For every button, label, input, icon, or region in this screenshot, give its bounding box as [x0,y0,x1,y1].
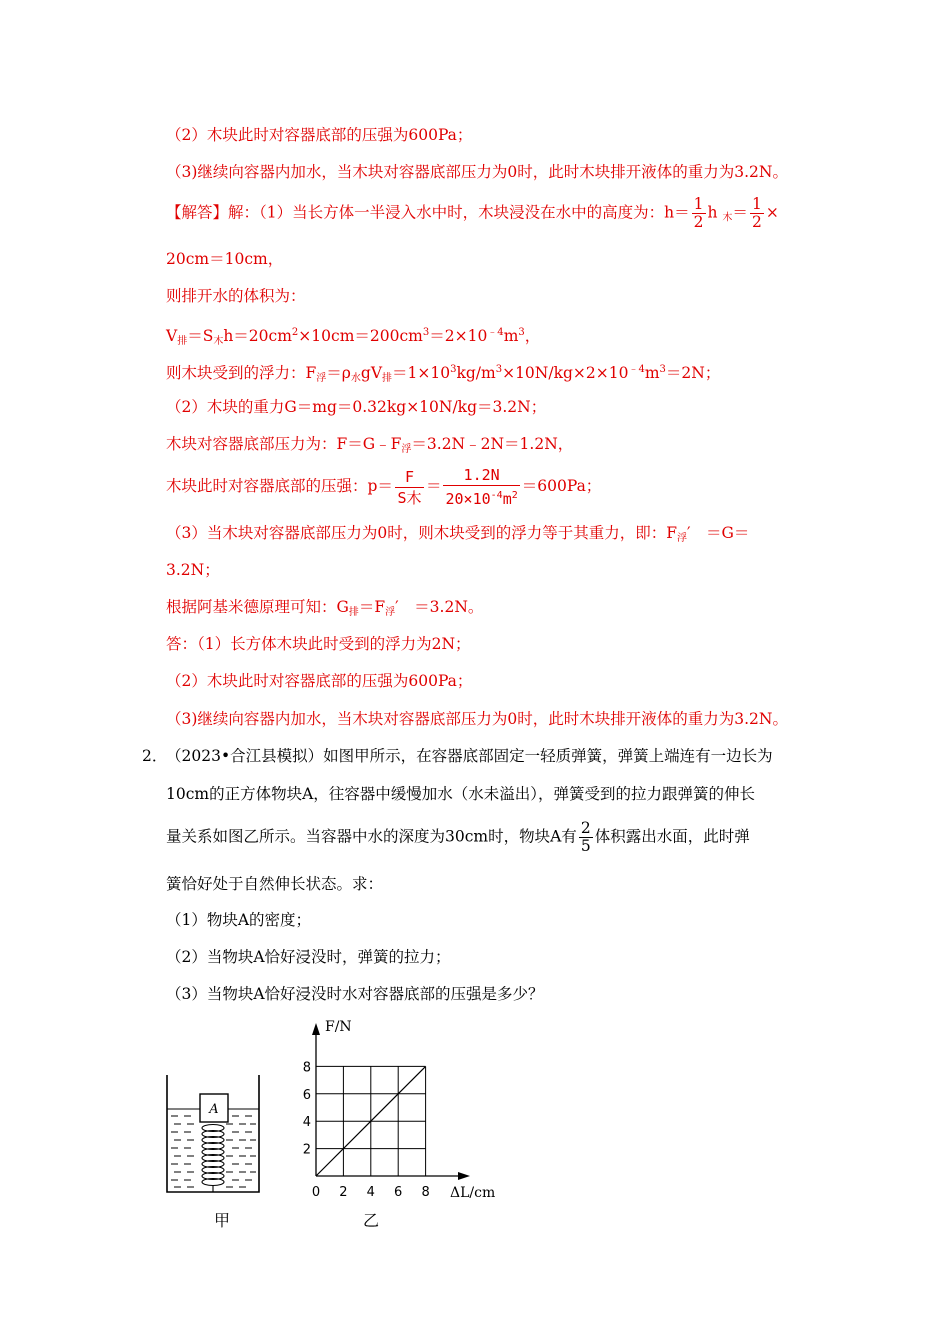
answer-line-5: 则排开水的体积为： [166,287,306,305]
numerator: F [395,467,424,488]
superscript: 3 [450,364,457,375]
superscript: 2 [291,327,299,338]
superscript: 3 [518,327,525,338]
fraction-two-fifths [579,820,593,855]
solution-tag: 【解答】 [166,203,229,222]
text: ＝1×10 [392,364,451,382]
x-tick-label: 0 [311,1185,321,1200]
superscript: 3 [659,364,666,375]
text: ＝2×10 [429,327,488,345]
superscript: ﹣4 [487,327,504,338]
answer-line-1: （2）木块此时对容器底部的压强为600Pa； [166,126,473,144]
answer-line-2: （3)继续向容器内加水，当木块对容器底部压力为0时，此时木块排开液体的重力为3.2N。 [166,163,788,181]
text: m [644,364,660,382]
text: 木块此时对容器底部的压强：p＝ [166,477,393,495]
text: 木块对容器底部压力为：F＝G﹣F [166,435,402,453]
answer-line-8: （2）木块的重力G＝mg＝0.32kg×10N/kg＝3.2N； [166,398,547,416]
question-line-7: （3）当物块A恰好浸没时水对容器底部的压强是多少？ [166,985,544,1003]
figure-jia-container [160,1070,270,1200]
subscript: 排 [382,373,393,384]
fraction-half [750,196,764,231]
text: 20×10 [445,490,491,508]
y-axis-label: F/N [325,1019,352,1035]
text: h [707,203,718,222]
answer-line-12: 3.2N； [166,561,220,579]
text: 体积露出水面，此时弹 [594,827,750,846]
x-tick-label: 2 [339,1185,348,1200]
question-line-4: 簧恰好处于自然伸长状态。求： [166,875,384,893]
text: ′ ＝G＝ [686,524,750,542]
y-tick-label: 6 [302,1087,311,1103]
block-a-label: A [209,1102,219,1117]
subscript: 浮 [676,533,687,544]
text: 根据阿基米德原理可知：G [166,598,349,616]
x-axis-arrow [458,1172,470,1180]
text: ＝S [187,327,214,345]
text: V [166,327,178,345]
denominator: 2 [693,213,704,231]
container-wall [167,1075,259,1192]
subscript: 排 [348,607,359,618]
text: 则木块受到的浮力：F [166,364,317,382]
text: ＝3.2N﹣2N＝1.2N， [411,435,574,453]
answer-line-6 [166,322,540,353]
spring [202,1125,224,1193]
x-axis-label: ΔL/cm [450,1185,496,1201]
text: m [502,490,512,508]
text: ＝F [358,598,386,616]
text: （3）当木块对容器底部压力为0时，则木块受到的浮力等于其重力，即：F [166,524,677,542]
x-tick-label: 8 [421,1185,430,1200]
text: ＝600Pa； [521,477,602,495]
text: ＝2N； [665,364,721,382]
denominator [443,486,519,509]
subscript: 木 [722,212,733,224]
answer-line-10 [166,465,601,509]
fraction-half [692,196,706,231]
figure-yi-chart [290,1015,510,1215]
subscript: 浮 [401,444,412,455]
text: kg/m [456,364,496,382]
numerator: 1 [751,195,762,213]
y-axis-arrow [312,1023,320,1035]
superscript: 3 [422,327,430,338]
figure-jia-caption: 甲 [214,1211,231,1230]
numerator: 2 [580,819,591,837]
text: ×10cm＝200cm [298,327,423,345]
text: m [503,327,519,345]
text: gV [360,364,383,382]
y-tick-label: 2 [302,1142,311,1158]
figure-yi-caption: 乙 [363,1211,380,1230]
answer-line-16: （3)继续向容器内加水，当木块对容器底部压力为0时，此时木块排开液体的重力为3.2N。 [166,710,788,728]
question-line-2: 10cm的正方体物块A，往容器中缓慢加水（水未溢出），弹簧受到的拉力跟弹簧的伸长 [166,785,756,803]
question-line-1: （2023•合江县模拟）如图甲所示，在容器底部固定一轻质弹簧，弹簧上端连有一边长为 [166,747,773,765]
x-tick-label: 6 [394,1185,403,1200]
question-line-3 [166,820,750,855]
answer-line-7 [166,359,720,390]
numerator: 1 [693,195,704,213]
answer-line-9 [166,433,573,461]
answer-line-3 [166,196,779,231]
subscript: 浮 [316,373,327,384]
numerator: 1.2N [443,465,519,486]
y-tick-label: 4 [302,1115,311,1131]
text: ×10N/kg×2×10 [502,364,629,382]
subscript: 浮 [385,607,396,618]
denominator: 5 [580,837,591,855]
superscript: 3 [495,364,503,375]
question-line-5: （1）物块A的密度； [166,911,312,929]
text: 解：（1）当长方体一半浸入水中时，木块浸没在水中的高度为：h＝ [228,203,690,222]
answer-line-4: 20cm＝10cm， [166,250,284,268]
superscript: ﹣4 [628,364,645,375]
answer-line-13 [166,596,483,624]
superscript: -4 [490,490,503,501]
text: ＝ [425,477,442,495]
superscript: 2 [511,490,518,501]
question-number: 2． [142,747,168,765]
subscript: 水 [350,373,361,384]
denominator: S木 [397,488,422,507]
answer-line-15: （2）木块此时对容器底部的压强为600Pa； [166,672,473,690]
answer-line-11 [166,522,749,550]
text: ＝ρ [326,364,351,382]
text: ′ ＝3.2N。 [395,598,484,616]
fraction-f-over-s [395,467,424,508]
water-hatching [171,1116,256,1187]
denominator: 2 [751,213,762,231]
text: ＝ [732,203,748,222]
text: 量关系如图乙所示。当容器中水的深度为30cm时，物块A有 [166,827,577,846]
fraction-pressure [443,465,519,509]
answer-line-14: 答：（1）长方体木块此时受到的浮力为2N； [166,635,471,653]
text: h＝20cm [223,327,292,345]
x-tick-label: 4 [366,1185,375,1200]
subscript: 木 [213,336,224,347]
question-line-6: （2）当物块A恰好浸没时，弹簧的拉力； [166,948,451,966]
text: ， [524,327,541,345]
subscript: 排 [177,336,188,347]
text: × [765,203,779,222]
y-tick-label: 8 [302,1060,311,1076]
